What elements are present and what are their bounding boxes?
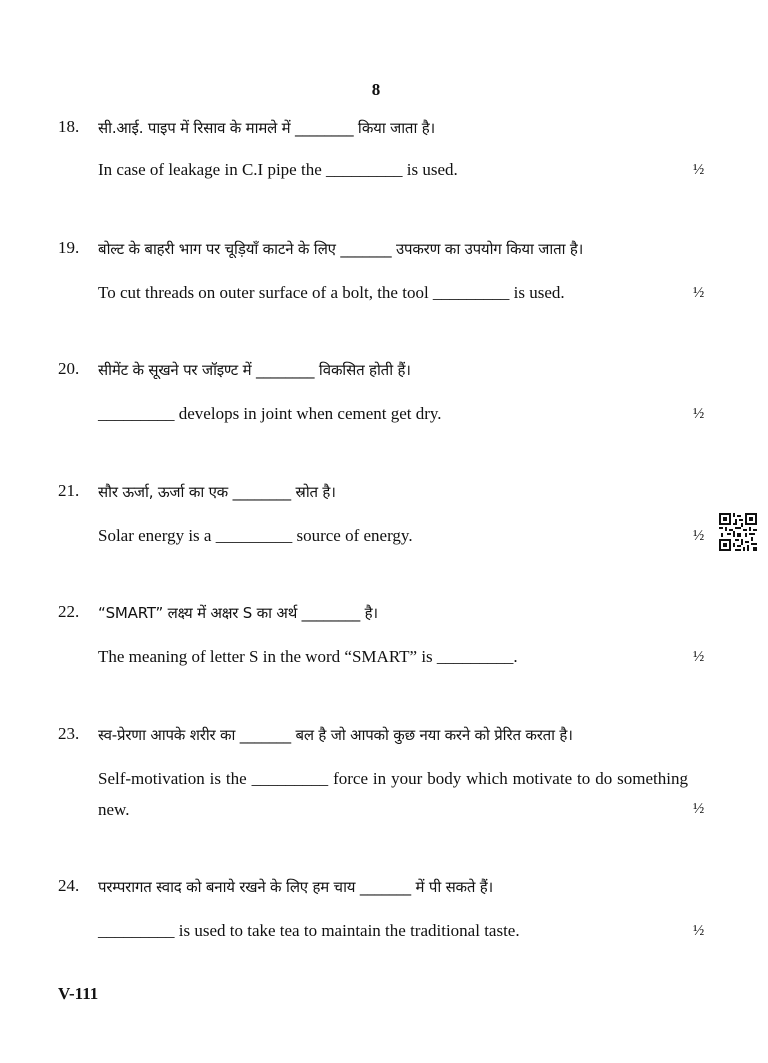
question-number: 19.: [58, 238, 80, 257]
qr-code-icon: [719, 513, 757, 551]
page-number: 8: [371, 80, 381, 99]
question-english: In case of leakage in C.I pipe the _________ is used.: [98, 160, 458, 179]
question-marks: ½: [693, 406, 705, 422]
question-number: 18.: [58, 117, 80, 136]
question-english: _________ is used to take tea to maintain the traditional taste.: [98, 921, 520, 940]
question-hindi: सीमेंट के सूखने पर जॉइण्ट में ________ विकसित होती हैं।: [98, 361, 411, 379]
question-hindi: परम्परागत स्वाद को बनाये रखने के लिए हम चाय _______ में पी सकते हैं।: [98, 878, 494, 896]
question-number: 20.: [58, 359, 80, 378]
question-number: 21.: [58, 481, 80, 500]
question-hindi: सौर ऊर्जा, ऊर्जा का एक ________ स्रोत है।: [98, 483, 336, 501]
question-number: 23.: [58, 724, 80, 743]
question-marks: ½: [693, 801, 705, 817]
question-english: The meaning of letter S in the word “SMART” is _________.: [98, 647, 518, 666]
question-marks: ½: [693, 528, 705, 544]
question-english: Self-motivation is the _________ force in your body which motivate to do something new.: [98, 769, 688, 819]
question-hindi: स्व-प्रेरणा आपके शरीर का _______ बल है जो आपको कुछ नया करने को प्रेरित करता है।: [98, 726, 573, 744]
question-english: To cut threads on outer surface of a bolt, the tool _________ is used.: [98, 283, 565, 302]
question-hindi: बोल्ट के बाहरी भाग पर चूड़ियाँ काटने के लिए _______ उपकरण का उपयोग किया जाता है।: [98, 240, 584, 258]
question-marks: ½: [693, 649, 705, 665]
question-hindi: “SMART” लक्ष्य में अक्षर S का अर्थ ________ है।: [98, 604, 378, 622]
question-marks: ½: [693, 923, 705, 939]
question-number: 22.: [58, 602, 80, 621]
question-number: 24.: [58, 876, 80, 895]
question-english: _________ develops in joint when cement get dry.: [98, 404, 442, 423]
question-hindi: सी.आई. पाइप में रिसाव के मामले में ________ किया जाता है।: [98, 119, 435, 137]
paper-code: V-111: [58, 984, 99, 1003]
question-english: Solar energy is a _________ source of energy.: [98, 526, 413, 545]
question-marks: ½: [693, 162, 705, 178]
question-marks: ½: [693, 285, 705, 301]
